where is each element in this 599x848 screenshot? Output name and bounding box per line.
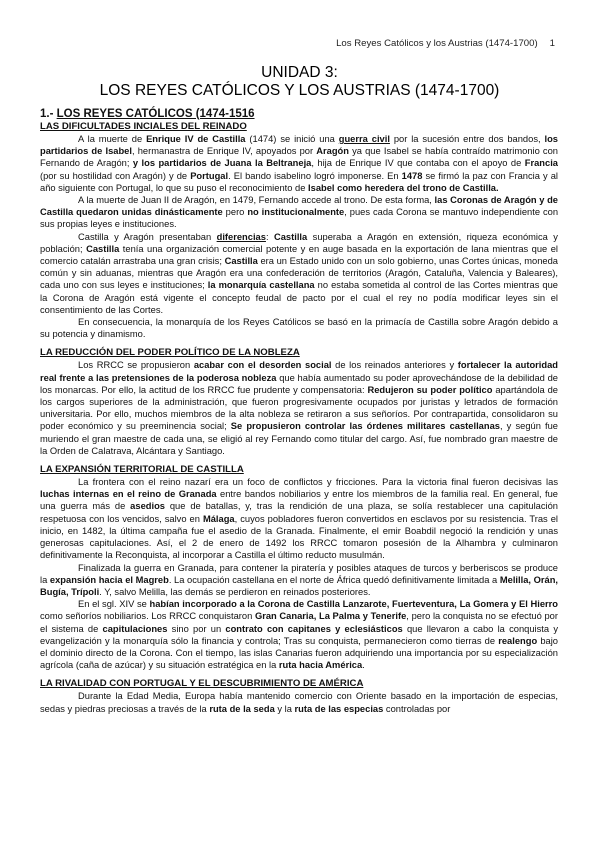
text-run: que de batallas, y, tras la rendición de una plaza, se solía restablecer una capitulación respetuosa con los vencidos, salvo en — [40, 501, 558, 524]
text-run: Los RRCC se propusieron — [78, 360, 194, 371]
text-run: no estaba sometida al control de las Cortes mientras que la Corona de Aragón está vigente el concepto feudal de pacto por el cual el rey no podía modificar leyes sin el consentimiento de las Cortes. — [40, 280, 558, 315]
bold-text-run: 1478 — [401, 170, 423, 181]
text-run: controladas por — [383, 703, 451, 714]
text-run: . La ocupación castellana en el norte de África quedó definitivamente limitada a — [168, 574, 500, 585]
text-run: que llevaron a cabo la conquista y evangelización y la monarquía sólo la financia y controla; Tras su conquista, permanecieron como tierras de — [40, 623, 558, 646]
text-run: que había aumentado su poder aprovechándose de la debilidad de los monarcas. Por ello, la actitud de los RRCC fue prudente y compensatoria: — [40, 372, 559, 395]
text-run: bajo el dominio directo de la Corona. Con el tiempo, las islas Canarias fueron adquiriendo una importancia por su especialización agrícola (caña de azúcar) y su situación estratégica en la — [40, 635, 558, 671]
bold-text-run: Castilla — [273, 231, 308, 242]
text-run: sino por un — [167, 623, 226, 634]
paragraph — [40, 690, 558, 714]
text-run: de los reinados anteriores y — [331, 360, 458, 371]
bold-text-run: expansión hacia el Magreb — [49, 574, 169, 585]
bold-text-run: asedios — [130, 501, 165, 512]
text-run: se firmó la paz con Francia y al año siguiente con Portugal, lo que su puso el reconocimiento de — [40, 170, 558, 193]
text-run: (por su hostilidad con Aragón) y de — [40, 170, 191, 181]
text-run: , cuyos pobladores fueron convertidos en esclavos por su resistencia. Tras el inicio, en 1482, la última campaña fue el asedio de la Granada. Finalmente, el emir Boabdil negoció la rendición y unas generosas capitulaciones. Así, el 2 de enero de 1492 los RRCC tomaron posesión de la Alhambra y culminaron definitivamente la Reconquista, al incorporar a Castilla el último reducto musulmán. — [40, 513, 558, 561]
bold-text-run: Málaga — [202, 513, 235, 524]
bold-text-run: habían incorporado a la Corona de Castilla Lanzarote, Fuerteventura, La Gomera y El Hierro — [149, 599, 558, 610]
text-run: Finalizada la guerra en Granada, para contener la piratería y posibles ataques de turcos y berberiscos se produce la — [40, 562, 558, 585]
text-run: . El bando isabelino logró imponerse. En — [228, 170, 402, 181]
text-run: Castilla y Aragón presentaban — [78, 231, 217, 242]
text-run: , pues cada Corona se mantuvo independiente con sus propias leyes e instituciones. — [40, 207, 559, 230]
document-body — [40, 108, 558, 715]
unit-title-line1: UNIDAD 3: — [261, 64, 338, 81]
bold-text-run: Francia — [524, 158, 558, 169]
bold-text-run: guerra civil — [338, 134, 390, 144]
paragraph — [40, 359, 558, 457]
unit-title-line2: LOS REYES CATÓLICOS Y LOS AUSTRIAS (1474-1700) — [99, 82, 500, 99]
text-run: Durante la Edad Media, Europa había mantenido comercio con Oriente basado en la importación de especias, sedas y piedras preciosas a través de la — [40, 691, 558, 714]
bold-text-run: contrato con capitanes y eclesiásticos — [225, 623, 403, 634]
bold-text-run: Portugal — [190, 170, 229, 181]
paragraph — [40, 598, 558, 671]
text-run: A la muerte de — [78, 134, 147, 144]
bold-text-run: fortalecer la autoridad real frente a las pretensiones de la poderosa nobleza — [40, 360, 558, 383]
paragraph — [40, 133, 558, 194]
bold-text-run: los partidarios de Isabel — [40, 134, 558, 157]
text-run: tenía una organización comercial potente y en auge basada en la exportación de lana mientras que el comercio catalán arrastraba una gran crisis; — [40, 243, 558, 267]
bold-text-run: realengo — [498, 635, 538, 646]
bold-text-run: y los partidarios de Juana la Beltraneja — [132, 158, 312, 169]
bold-text-run: ruta hacia América — [278, 660, 363, 671]
text-run: y la — [274, 703, 295, 714]
text-run: , hija de Enrique IV que contaba con el apoyo de — [311, 158, 525, 169]
bold-text-run: Melilla, Orán, Bugía, Trípoli — [40, 574, 559, 597]
bold-text-run: las Coronas de Aragón y de Castilla quedaron unidas dinásticamente — [40, 195, 558, 218]
bold-text-run: Enrique IV de Castilla — [146, 134, 246, 144]
bold-text-run: capitulaciones — [102, 623, 168, 634]
subsection-heading-initial-difficulties: LAS DIFICULTADES INCIALES DEL REINADO — [40, 121, 247, 132]
bold-text-run: ruta de la seda — [209, 703, 275, 714]
text-run: . Y, salvo Melilla, las demás se perdieron en reinados posteriores. — [99, 586, 371, 597]
text-run: apartándola de los cargos superiores de la administración, que fueron progresivamente ocupados por juristas y letrados de formación universitaria. Por ello, muchos miembros de la alta nobleza se retiraron a sus señoríos. Por contrapartida, consolidaron su poder económico y su preeminencia social; — [40, 384, 558, 432]
subsection-heading-nobility: LA REDUCCIÓN DEL PODER POLÍTICO DE LA NOBLEZA — [40, 347, 300, 359]
bold-text-run: luchas internas en el reino de Granada — [40, 489, 217, 500]
running-title: Los Reyes Católicos y los Austrias (1474-1700) — [336, 38, 538, 49]
bold-text-run: Castilla — [86, 243, 120, 254]
text-run: por la sucesión entre dos bandos, — [389, 134, 545, 144]
section-title: LOS REYES CATÓLICOS (1474-1516 — [56, 108, 255, 120]
text-run: era un Estado unido con un solo gobierno, unas Cortes únicas, moneda común y sin aduanas, mientras que Aragón era una confederación de territorios (Aragón, Cataluña, Valencia y Baleares), cada uno con sus leyes e instituciones; — [40, 256, 558, 291]
bold-text-run: ruta de las especias — [294, 703, 384, 714]
unit-title — [0, 64, 599, 100]
text-run: , y según fue muriendo el gran maestre de cada una, se eligió al rey Fernando como titular del cargo. Así, fue nombrado gran maestre de la Orden de Calatrava, Alcántara y Santiago. — [40, 421, 558, 456]
text-run: En consecuencia, la monarquía de los Reyes Católicos se basó en la primacía de Castilla sobre Aragón debido a su potencia y dinamismo. — [40, 317, 558, 340]
text-run: : — [265, 231, 274, 242]
paragraph — [40, 562, 558, 599]
bold-text-run: diferencias — [216, 231, 266, 242]
section-number: 1.- — [40, 108, 54, 120]
bold-text-run: Castilla — [224, 256, 258, 267]
bold-text-run: Aragón — [316, 146, 349, 157]
bold-text-run: no institucionalmente — [247, 207, 345, 218]
page-number: 1 — [549, 38, 555, 49]
text-run: La frontera con el reino nazarí era un foco de conflictos y fricciones. Para la victoria final fueron decisivas las — [78, 477, 558, 488]
text-run: pero — [222, 207, 248, 218]
running-header — [336, 38, 555, 49]
bold-text-run: Gran Canaria, La Palma y Tenerife — [254, 611, 407, 622]
bold-text-run: Isabel como heredera del trono de Castilla. — [308, 182, 499, 193]
section-heading — [40, 108, 558, 121]
paragraph — [40, 231, 558, 316]
paragraph — [40, 316, 558, 340]
text-run: , hermanastra de Enrique IV, apoyados por — [131, 146, 317, 157]
text-run: como señoríos nobiliarios. Los RRCC conquistaron — [40, 611, 255, 622]
text-run: superaba a Aragón en extensión, riqueza económica y población; — [40, 231, 558, 254]
text-run: . — [362, 660, 365, 671]
bold-text-run: acabar con el desorden social — [193, 360, 332, 371]
subsection-heading-territorial-expansion: LA EXPANSIÓN TERRITORIAL DE CASTILLA — [40, 464, 244, 476]
text-run: , pero la conquista no se efectuó por el sistema de — [40, 611, 558, 634]
paragraph — [40, 476, 558, 561]
paragraph — [40, 194, 558, 231]
text-run: A la muerte de Juan II de Aragón, en 1479, Fernando accede al trono. De esta forma, — [78, 195, 435, 206]
text-run: En el sgl. XIV se — [78, 599, 150, 610]
bold-text-run: Se propusieron controlar las órdenes militares castellanas — [230, 421, 500, 432]
bold-text-run: Redujeron su poder político — [367, 384, 493, 395]
text-run: ya que Isabel se había contraído matrimonio con Fernando de Aragón; — [40, 146, 558, 169]
text-run: entre bandos nobiliarios y entre los miembros de la familia real. En general, fue una guerra más de — [40, 489, 558, 512]
subsection-heading-portugal-america: LA RIVALIDAD CON PORTUGAL Y EL DESCUBRIMIENTO DE AMÉRICA — [40, 678, 364, 690]
bold-text-run: la monarquía castellana — [207, 280, 315, 291]
text-run: (1474) se inició una — [245, 134, 339, 144]
